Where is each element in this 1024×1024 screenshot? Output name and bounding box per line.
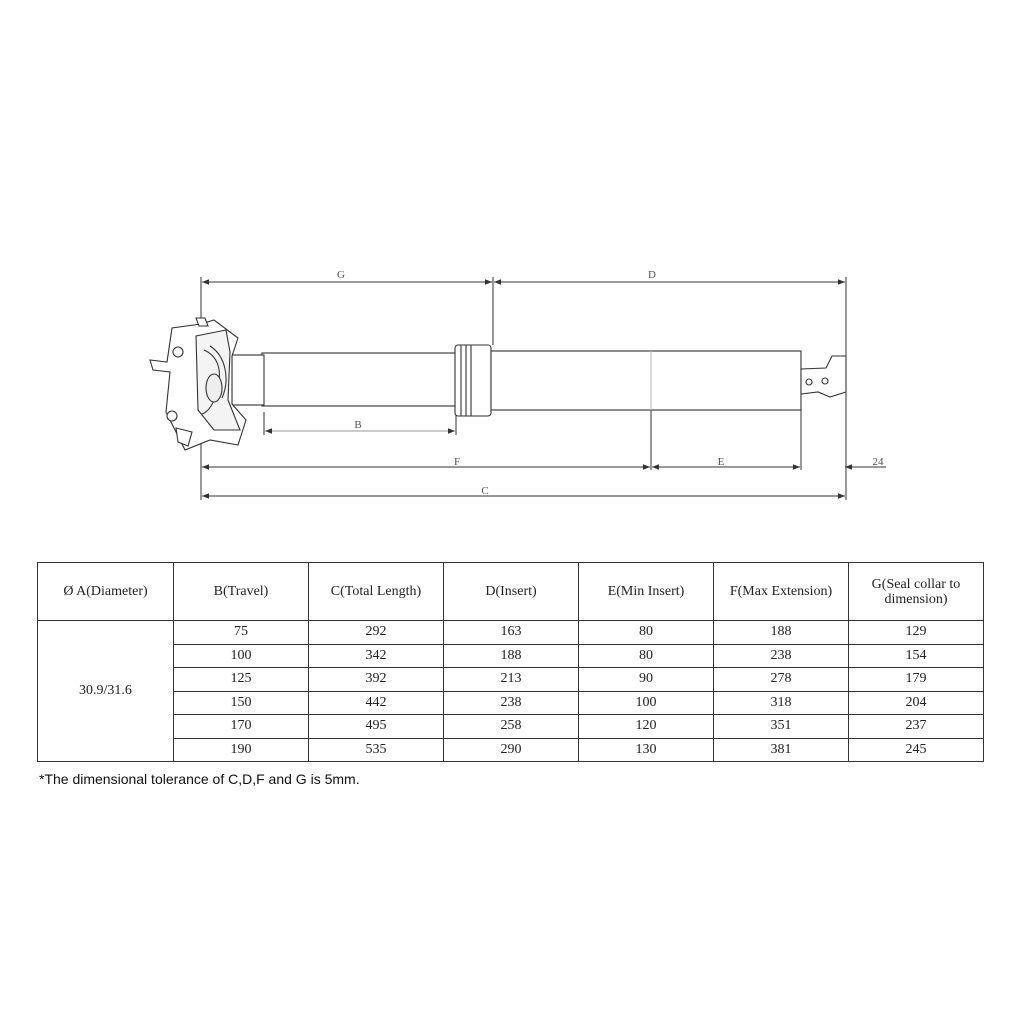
table-cell: 80 — [579, 644, 714, 668]
table-cell: 80 — [579, 621, 714, 645]
label-e: E — [717, 456, 725, 468]
label-f: F — [453, 456, 461, 468]
table-cell: 318 — [714, 691, 849, 715]
table-cell: 238 — [444, 691, 579, 715]
table-cell: 392 — [309, 668, 444, 692]
label-24: 24 — [872, 456, 884, 468]
table-cell: 100 — [174, 644, 309, 668]
header-insert: D(Insert) — [444, 563, 579, 621]
lower-tube — [491, 351, 801, 410]
table-cell: 130 — [579, 738, 714, 762]
table-cell: 238 — [714, 644, 849, 668]
head-plate — [232, 355, 264, 405]
table-cell: 495 — [309, 715, 444, 739]
diameter-cell: 30.9/31.6 — [38, 621, 174, 762]
table-cell: 125 — [174, 668, 309, 692]
table-cell: 213 — [444, 668, 579, 692]
table-cell: 179 — [849, 668, 984, 692]
header-max-extension: F(Max Extension) — [714, 563, 849, 621]
table-cell: 188 — [444, 644, 579, 668]
table-row — [38, 691, 984, 715]
table-cell: 535 — [309, 738, 444, 762]
table-cell: 129 — [849, 621, 984, 645]
table-cell: 292 — [309, 621, 444, 645]
seatpost-illustration — [150, 318, 846, 450]
table-cell: 150 — [174, 691, 309, 715]
table-row — [38, 621, 984, 645]
table-cell: 258 — [444, 715, 579, 739]
header-seal-collar: G(Seal collar to dimension) — [849, 563, 984, 621]
table-cell: 237 — [849, 715, 984, 739]
table-cell: 278 — [714, 668, 849, 692]
label-c: C — [481, 485, 489, 497]
table-cell: 100 — [579, 691, 714, 715]
header-diameter: Ø A(Diameter) — [38, 563, 174, 621]
label-d: D — [648, 269, 656, 281]
actuator-bracket — [801, 356, 846, 397]
dimension-table — [37, 562, 984, 762]
table-cell: 351 — [714, 715, 849, 739]
tolerance-note: *The dimensional tolerance of C,D,F and G is 5mm. — [39, 771, 360, 787]
table-cell: 163 — [444, 621, 579, 645]
table-cell: 75 — [174, 621, 309, 645]
header-total-length: C(Total Length) — [309, 563, 444, 621]
table-cell: 120 — [579, 715, 714, 739]
table-cell: 245 — [849, 738, 984, 762]
table-header-row — [38, 563, 984, 621]
table-cell: 190 — [174, 738, 309, 762]
table-row — [38, 738, 984, 762]
table-cell: 442 — [309, 691, 444, 715]
table-cell: 170 — [174, 715, 309, 739]
seal-collar — [455, 345, 491, 416]
table-row — [38, 644, 984, 668]
table-row — [38, 715, 984, 739]
table-cell: 342 — [309, 644, 444, 668]
upper-tube — [262, 353, 456, 406]
table-cell: 90 — [579, 668, 714, 692]
table-row — [38, 668, 984, 692]
table-cell: 188 — [714, 621, 849, 645]
table-cell: 204 — [849, 691, 984, 715]
table-cell: 154 — [849, 644, 984, 668]
label-b: B — [354, 419, 362, 431]
label-g: G — [337, 269, 345, 281]
table-cell: 290 — [444, 738, 579, 762]
header-min-insert: E(Min Insert) — [579, 563, 714, 621]
table-cell: 381 — [714, 738, 849, 762]
header-travel: B(Travel) — [174, 563, 309, 621]
